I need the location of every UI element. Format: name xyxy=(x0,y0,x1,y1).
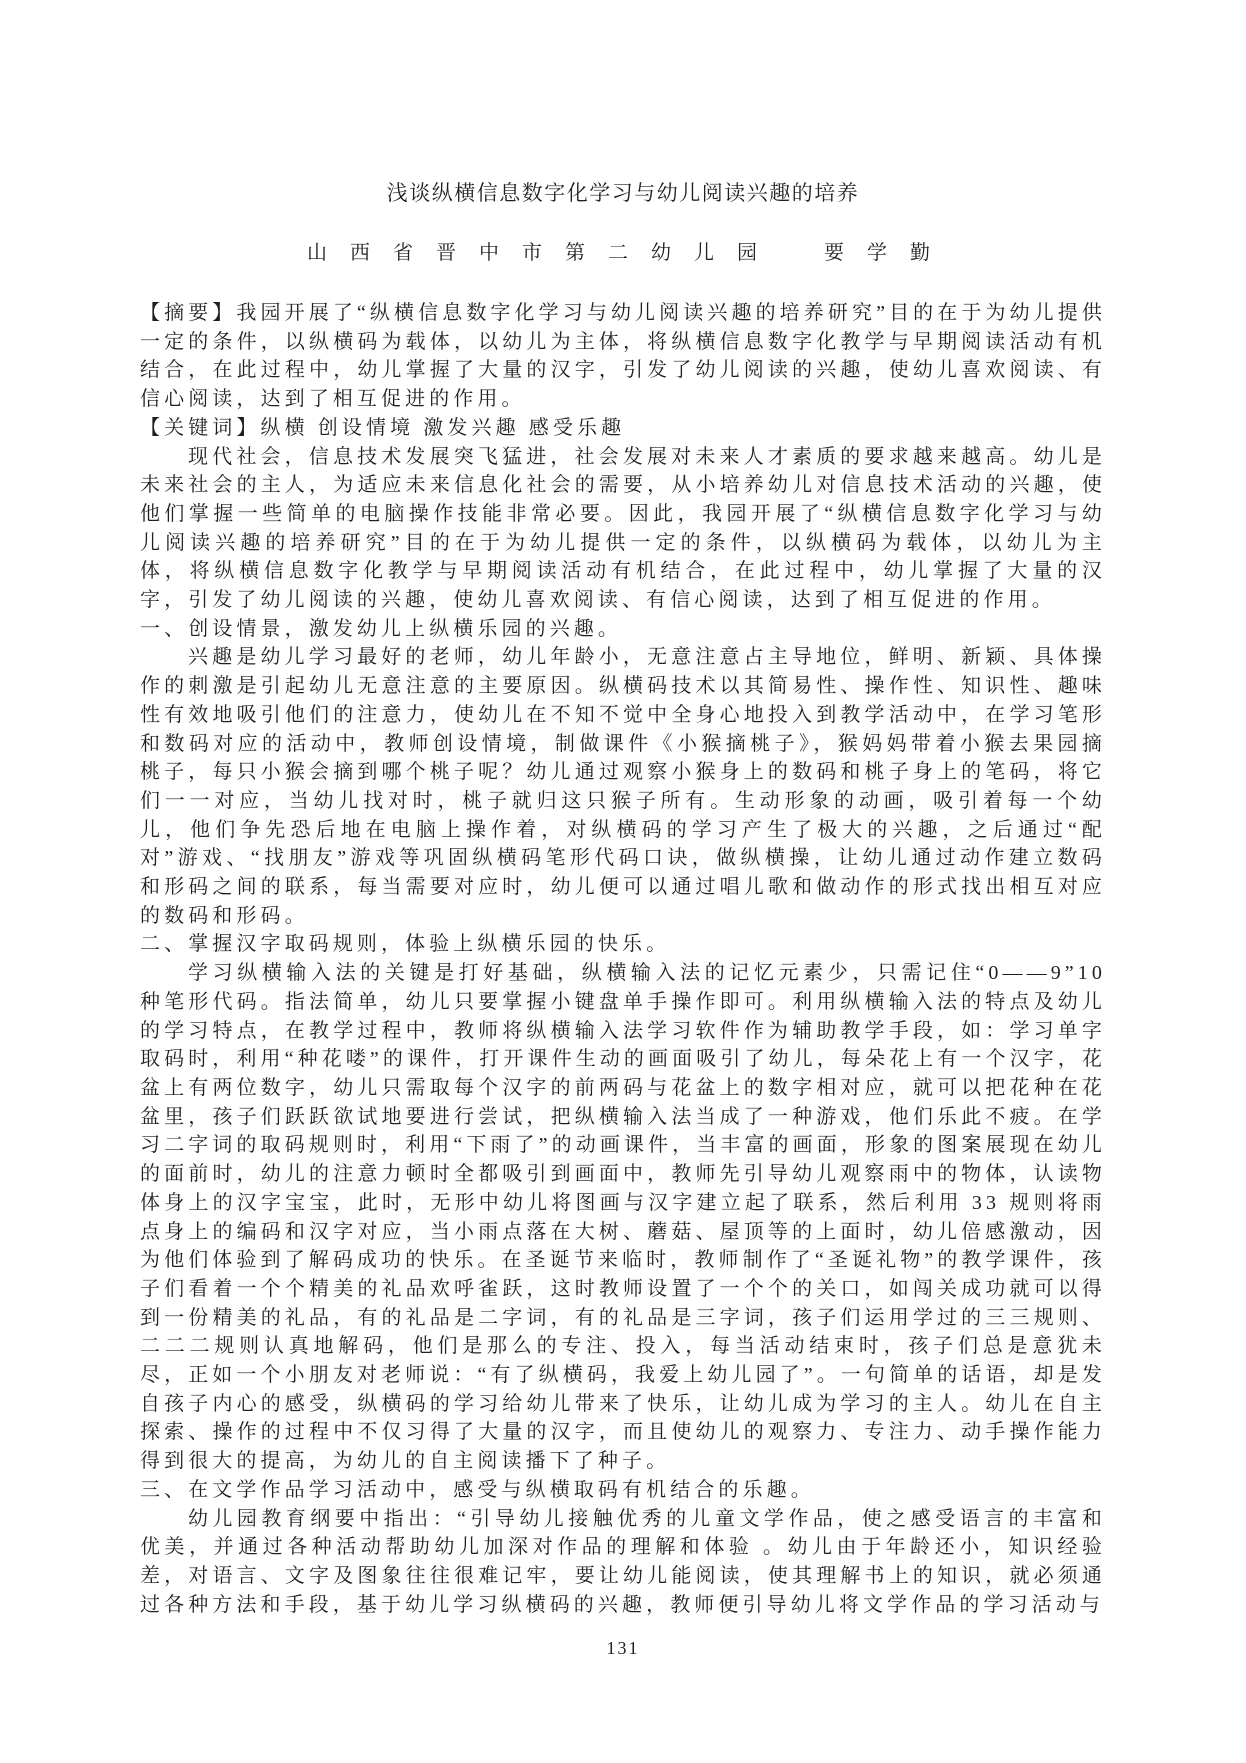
document-body xyxy=(140,299,1106,1619)
section-2-body: 学习纵横输入法的关键是打好基础，纵横输入法的记忆元素少，只需记住“0——9”10种笔形代码。指法简单，幼儿只要掌握小键盘单手操作即可。利用纵横输入法的特点及幼儿的学习特点，在教学过程中，教师将纵横输入法学习软件作为辅助教学手段，如：学习单字取码时，利用“种花喽”的课件，打开课件生动的画面吸引了幼儿，每朵花上有一个汉字，花盆上有两位数字，幼儿只需取每个汉字的前两码与花盆上的数字相对应，就可以把花种在花盆里，孩子们跃跃欲试地要进行尝试，把纵横输入法当成了一种游戏，他们乐此不疲。在学习二字词的取码规则时，利用“下雨了”的动画课件，当丰富的画面，形象的图案展现在幼儿的面前时，幼儿的注意力顿时全都吸引到画面中，教师先引导幼儿观察雨中的物体，认读物体身上的汉字宝宝，此时，无形中幼儿将图画与汉字建立起了联系，然后利用 33 规则将雨点身上的编码和汉字对应，当小雨点落在大树、蘑菇、屋顶等的上面时，幼儿倍感激动，因为他们体验到了解码成功的快乐。在圣诞节来临时，教师制作了“圣诞礼物”的教学课件，孩子们看着一个个精美的礼品欢呼雀跃，这时教师设置了一个个的关口，如闯关成功就可以得到一份精美的礼品，有的礼品是二字词，有的礼品是三字词，孩子们运用学过的三三规则、二二二规则认真地解码，他们是那么的专注、投入，每当活动结束时，孩子们总是意犹未尽，正如一个小朋友对老师说：“有了纵横码，我爱上幼儿园了”。一句简单的话语，却是发自孩子内心的感受，纵横码的学习给幼儿带来了快乐，让幼儿成为学习的主人。幼儿在自主探索、操作的过程中不仅习得了大量的汉字，而且使幼儿的观察力、专注力、动手操作能力得到很大的提高，为幼儿的自主阅读播下了种子。 xyxy=(140,962,1106,1473)
intro-paragraph: 现代社会，信息技术发展突飞猛进，社会发展对未来人才素质的要求越来越高。幼儿是未来社会的主人，为适应未来信息化社会的需要，从小培养幼儿对信息技术活动的兴趣，使他们掌握一些简单的电脑操作技能非常必要。因此，我园开展了“纵横信息数字化学习与幼儿阅读兴趣的培养研究”目的在于为幼儿提供一定的条件，以纵横码为载体，以幼儿为主体，将纵横信息数字化教学与早期阅读活动有机结合，在此过程中，幼儿掌握了大量的汉字，引发了幼儿阅读的兴趣，使幼儿喜欢阅读、有信心阅读，达到了相互促进的作用。 xyxy=(140,445,1106,612)
section-3-heading: 三、在文学作品学习活动中，感受与纵横取码有机结合的乐趣。 xyxy=(140,1478,815,1501)
section-2-heading: 二、掌握汉字取码规则，体验上纵横乐园的快乐。 xyxy=(140,933,671,956)
section-1-body: 兴趣是幼儿学习最好的老师，幼儿年龄小，无意注意占主导地位，鲜明、新颖、具体操作的刺激是引起幼儿无意注意的主要原因。纵横码技术以其简易性、操作性、知识性、趣味性有效地吸引他们的注意力，使幼儿在不知不觉中全身心地投入到教学活动中，在学习笔形和数码对应的活动中，教师创设情境，制做课件《小猴摘桃子》，猴妈妈带着小猴去果园摘桃子，每只小猴会摘到哪个桃子呢？幼儿通过观察小猴身上的数码和桃子身上的笔码，将它们一一对应，当幼儿找对时，桃子就归这只猴子所有。生动形象的动画，吸引着每一个幼儿，他们争先恐后地在电脑上操作着，对纵横码的学习产生了极大的兴趣，之后通过“配对”游戏、“找朋友”游戏等巩固纵横码笔形代码口诀，做纵横操，让幼儿通过动作建立数码和形码之间的联系，每当需要对应时，幼儿便可以通过唱儿歌和做动作的形式找出相互对应的数码和形码。 xyxy=(140,646,1106,927)
document-content xyxy=(140,180,1106,1619)
document-title: 浅谈纵横信息数字化学习与幼儿阅读兴趣的培养 xyxy=(386,181,860,205)
document-byline: 山 西 省 晋 中 市 第 二 幼 儿 园 要 学 勤 xyxy=(307,242,939,264)
abstract-paragraph: 【摘要】我园开展了“纵横信息数字化学习与幼儿阅读兴趣的培养研究”目的在于为幼儿提供一定的条件，以纵横码为载体，以幼儿为主体，将纵横信息数字化教学与早期阅读活动有机结合，在此过程中，幼儿掌握了大量的汉字，引发了幼儿阅读的兴趣，使幼儿喜欢阅读、有信心阅读，达到了相互促进的作用。 xyxy=(140,302,1106,411)
keywords-line: 【关键词】纵横 创设情境 激发兴趣 感受乐趣 xyxy=(140,416,626,439)
section-1-heading: 一、创设情景，激发幼儿上纵横乐园的兴趣。 xyxy=(140,617,622,640)
page-number: 131 xyxy=(606,1638,640,1658)
section-3-body: 幼儿园教育纲要中指出：“引导幼儿接触优秀的儿童文学作品，使之感受语言的丰富和优美，并通过各种活动帮助幼儿加深对作品的理解和体验 。幼儿由于年龄还小，知识经验差，对语言、文字及图象往往很难记牢，要让幼儿能阅读，使其理解书上的知识，就必须通过各种方法和手段，基于幼儿学习纵横码的兴趣，教师便引导幼儿将文学作品的学习活动与 xyxy=(140,1507,1106,1616)
